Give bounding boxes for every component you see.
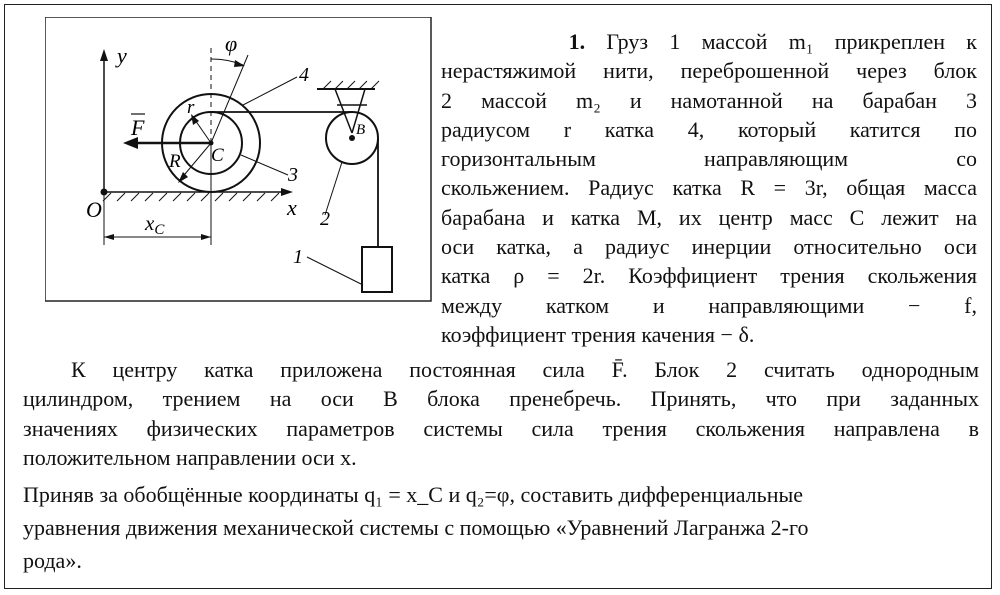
problem-line-9: катка ρ = 2r. Коэффициент трения скольжения xyxy=(441,263,977,289)
force-paragraph xyxy=(23,355,979,472)
origin-point xyxy=(101,189,108,196)
problem-line-11: коэффициент трения качения − δ. xyxy=(441,321,755,347)
label-r: r xyxy=(187,97,195,118)
phi-rotated-line xyxy=(211,55,248,143)
radius-R-arrow xyxy=(178,172,188,183)
label-phi: φ xyxy=(225,31,238,56)
label-O: O xyxy=(86,197,102,222)
problem-line-7: барабана и катка M, их центр масс C лежит на xyxy=(441,204,977,230)
label-x: x xyxy=(287,195,297,220)
problem-line-4: радиусом r катка 4, который катится по xyxy=(441,116,977,142)
para2-line-3: значениях физических параметров системы сила трения скольжения направлена в xyxy=(23,415,979,441)
page-frame xyxy=(4,4,992,589)
problem-line-2: нерастяжимой нити, переброшенной через блок xyxy=(441,58,977,84)
label-R: R xyxy=(169,151,181,172)
label-B: B xyxy=(356,122,366,138)
label-1: 1 xyxy=(293,246,303,268)
phi-arc-arrow xyxy=(234,60,245,67)
task-paragraph xyxy=(23,478,979,577)
pulley-axis-B xyxy=(349,135,355,141)
label-F: F xyxy=(131,115,145,140)
leader-1 xyxy=(307,257,363,285)
problem-line-3: 2 массой m₂ и намотанной на барабан 3 xyxy=(441,87,977,113)
ceiling-hatching xyxy=(323,81,379,89)
para2-line-1: К центру катка приложена постоянная сила F̄. Блок 2 считать однородным xyxy=(71,357,979,382)
label-xc: xC xyxy=(145,211,165,238)
xc-arrow-left xyxy=(104,234,114,240)
label-4: 4 xyxy=(299,64,309,86)
pulley-bracket-left xyxy=(335,89,352,133)
problem-statement xyxy=(441,27,977,349)
problem-number: 1. xyxy=(568,29,586,54)
problem-line-1: 1. Груз 1 массой m₁ прикреплен к xyxy=(568,29,977,54)
load-1 xyxy=(362,247,392,292)
problem-line-6: скольжением. Радиус катка R = 3r, общая масса xyxy=(441,175,977,201)
label-2: 2 xyxy=(320,208,330,230)
para3-line-2: уравнения движения механической системы с помощью «Уравнений Лагранжа 2-го xyxy=(23,515,809,540)
label-y: y xyxy=(117,43,127,68)
y-axis-arrow xyxy=(100,49,108,61)
mechanism-figure xyxy=(45,17,435,307)
label-3: 3 xyxy=(288,164,298,186)
para2-line-4: положительном направлении оси x. xyxy=(23,444,357,470)
para2-line-2: цилиндром, трением на оси B блока пренебречь. Принять, что при заданных xyxy=(23,386,979,412)
para3-line-3: рода». xyxy=(23,548,82,573)
label-C: C xyxy=(211,145,224,166)
xc-arrow-right xyxy=(201,234,211,240)
leader-3 xyxy=(241,155,288,175)
leader-4 xyxy=(243,77,297,105)
ground-hatching xyxy=(103,193,279,201)
problem-line-5: горизонтальным направляющим со xyxy=(441,146,977,172)
para3-line-1: Приняв за обобщённые координаты q₁ = x_C и q₂=φ, составить дифференциальные xyxy=(23,482,804,507)
problem-line-8: оси катка, а радиус инерции относительно оси xyxy=(441,234,977,260)
problem-line-10: между катком и направляющими − f, xyxy=(441,292,977,318)
